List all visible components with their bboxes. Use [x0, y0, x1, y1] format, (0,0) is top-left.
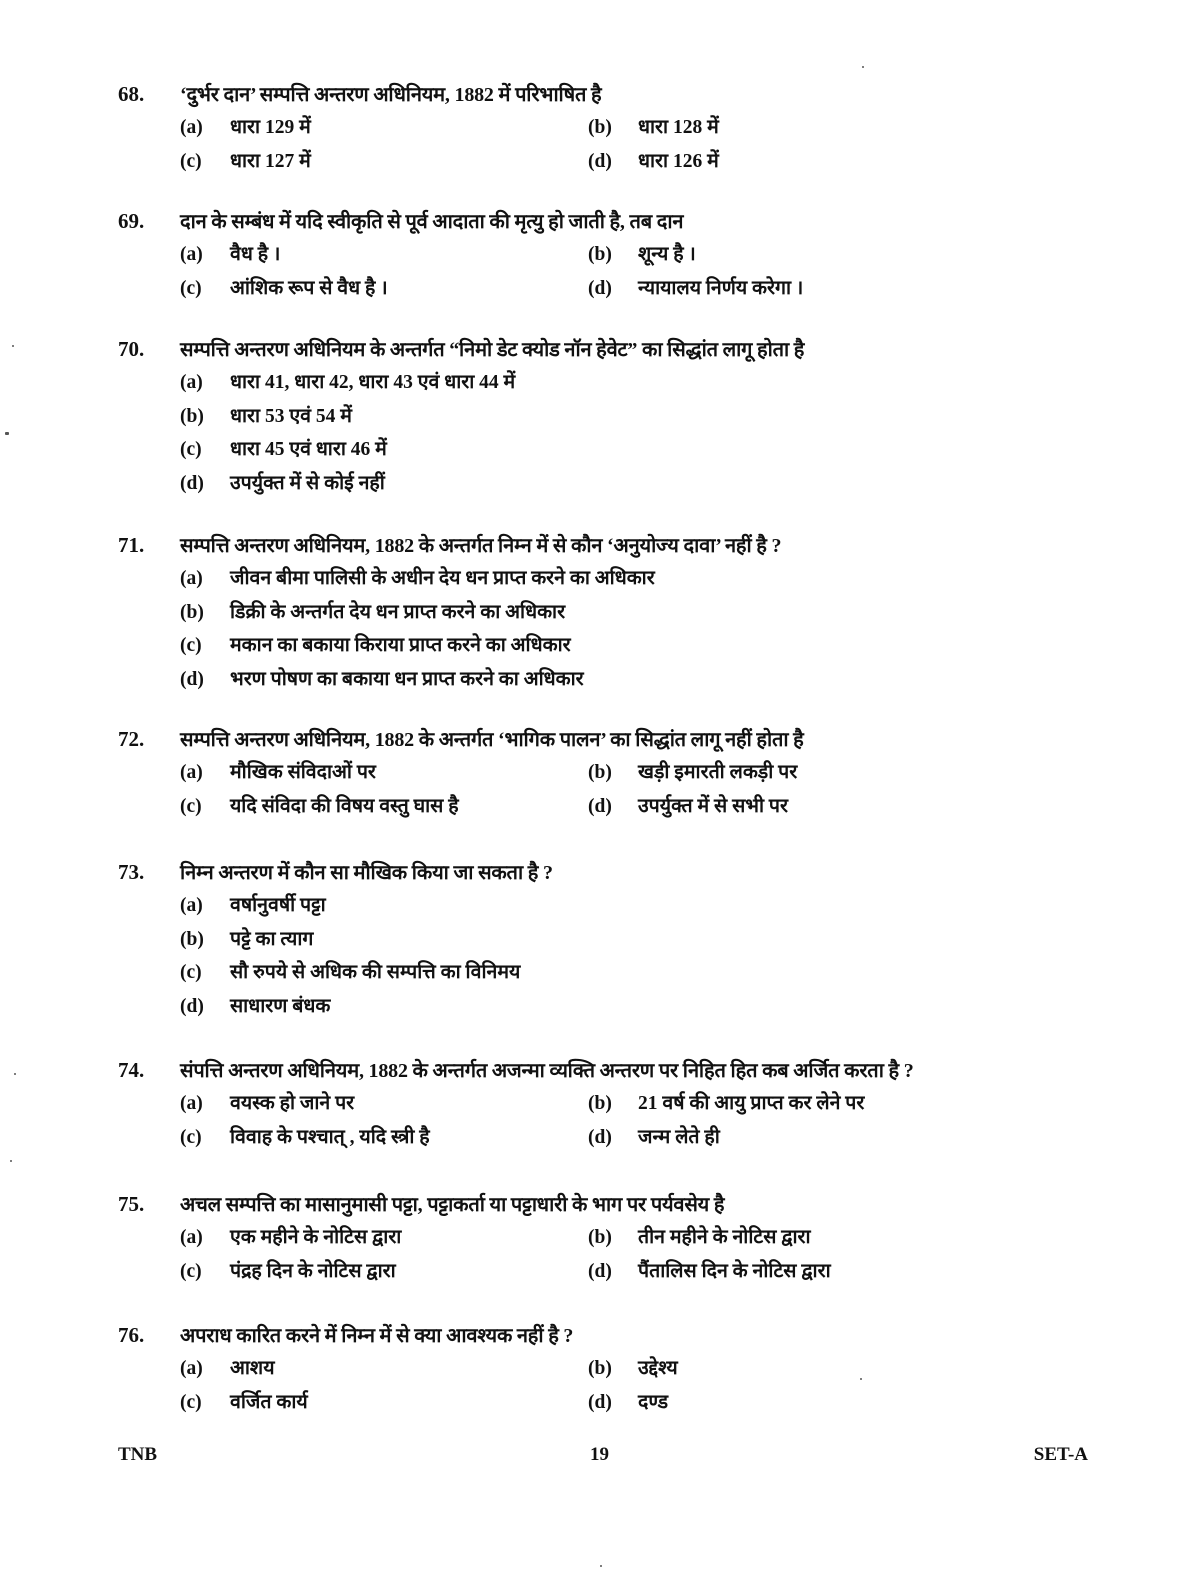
option-c: [180, 273, 588, 300]
option-label: (d): [588, 795, 612, 817]
option-text: शून्य है ।: [638, 244, 696, 265]
option-text: उद्देश्य: [638, 1358, 678, 1379]
option-d: [588, 1122, 996, 1149]
option-text: धारा 41, धारा 42, धारा 43 एवं धारा 44 में: [230, 372, 516, 393]
option-text: जन्म लेते ही: [638, 1126, 720, 1148]
option-text: उपर्युक्त में से सभी पर: [638, 795, 788, 817]
option-b: [588, 1222, 996, 1249]
option-d: [588, 791, 996, 818]
question-text: सम्पत्ति अन्तरण अधिनियम, 1882 के अन्तर्गत निम्न में से कौन ‘अनुयोज्य दावा’ नहीं है ?: [180, 535, 782, 557]
option-b: [588, 1088, 996, 1115]
option-b: [180, 924, 313, 951]
option-c: [180, 791, 588, 818]
option-text: धारा 127 में: [230, 150, 311, 172]
option-c: [180, 957, 520, 984]
option-text: वर्जित कार्य: [230, 1391, 308, 1413]
option-a: [180, 112, 588, 139]
option-label: (a): [180, 568, 203, 589]
option-label: (c): [180, 795, 202, 817]
option-d: [588, 273, 996, 300]
option-text: धारा 126 में: [638, 150, 719, 172]
option-label: (a): [180, 1358, 203, 1379]
option-a: [180, 367, 515, 394]
option-c: [180, 146, 588, 173]
option-a: [180, 1088, 588, 1115]
option-text: वयस्क हो जाने पर: [230, 1093, 355, 1114]
scan-speck: [12, 345, 14, 347]
option-d: [588, 1256, 996, 1283]
option-text: धारा 129 में: [230, 117, 311, 138]
option-c: [180, 630, 571, 657]
option-c: [180, 1387, 588, 1414]
page-footer: [118, 1444, 1088, 1474]
option-text: जीवन बीमा पालिसी के अधीन देय धन प्राप्त करने का अधिकार: [230, 568, 655, 589]
option-c: [180, 434, 387, 461]
option-text: न्यायालय निर्णय करेगा ।: [638, 277, 804, 299]
option-text: डिक्री के अन्तर्गत देय धन प्राप्त करने का अधिकार: [230, 601, 566, 623]
option-b: [588, 239, 996, 266]
option-label: (c): [180, 1126, 202, 1148]
option-label: (d): [180, 668, 204, 690]
option-text: तीन महीने के नोटिस द्वारा: [638, 1227, 811, 1248]
option-label: (c): [180, 277, 202, 299]
question-number: 72.: [118, 727, 145, 751]
scan-speck: [5, 432, 9, 435]
option-text: यदि संविदा की विषय वस्तु घास है: [230, 795, 459, 817]
option-c: [180, 1256, 588, 1283]
question-number: 71.: [118, 533, 145, 557]
option-a: [180, 1353, 588, 1380]
question-74: [118, 1056, 1078, 1155]
question-text: अचल सम्पत्ति का मासानुमासी पट्टा, पट्टाकर्ता या पट्टाधारी के भाग पर पर्यवसेय है: [180, 1194, 725, 1216]
option-d: [588, 1387, 996, 1414]
option-label: (a): [180, 762, 203, 783]
question-69: [118, 207, 1078, 306]
option-text: आशय: [230, 1358, 275, 1379]
option-label: (b): [588, 1093, 612, 1114]
option-text: वर्षानुवर्षी पट्टा: [230, 895, 326, 916]
option-b: [588, 757, 996, 784]
scan-speck: [14, 1073, 16, 1075]
question-text: ‘दुर्भर दान’ सम्पत्ति अन्तरण अधिनियम, 1882 में परिभाषित है: [180, 84, 602, 106]
option-a: [180, 1222, 588, 1249]
option-text: सौ रुपये से अधिक की सम्पत्ति का विनिमय: [230, 962, 521, 983]
question-text: सम्पत्ति अन्तरण अधिनियम, 1882 के अन्तर्गत ‘भागिक पालन’ का सिद्धांत लागू नहीं होता है: [180, 729, 804, 751]
option-text: भरण पोषण का बकाया धन प्राप्त करने का अधिकार: [230, 668, 584, 690]
option-label: (a): [180, 1227, 203, 1248]
option-a: [180, 563, 655, 590]
option-label: (b): [180, 601, 204, 623]
question-number: 75.: [118, 1192, 145, 1216]
scan-speck: [862, 66, 864, 68]
option-text: 21 वर्ष की आयु प्राप्त कर लेने पर: [638, 1093, 865, 1114]
option-d: [180, 664, 584, 691]
option-label: (b): [588, 762, 612, 783]
option-c: [180, 1122, 588, 1149]
question-text: दान के सम्बंध में यदि स्वीकृति से पूर्व आदाता की मृत्यु हो जाती है, तब दान: [180, 211, 684, 233]
option-text: मौखिक संविदाओं पर: [230, 762, 376, 783]
question-number: 70.: [118, 337, 145, 361]
option-label: (b): [588, 1227, 612, 1248]
option-label: (b): [588, 117, 612, 138]
option-text: धारा 128 में: [638, 117, 719, 138]
option-text: विवाह के पश्चात् , यदि स्त्री है: [230, 1126, 430, 1148]
option-label: (c): [180, 962, 202, 983]
option-label: (c): [180, 1391, 202, 1413]
scan-speck: [860, 1378, 862, 1380]
option-a: [180, 239, 588, 266]
question-75: [118, 1190, 1078, 1289]
option-label: (c): [180, 1260, 202, 1282]
scan-speck: [600, 1565, 602, 1567]
question-number: 68.: [118, 82, 145, 106]
option-text: धारा 53 एवं 54 में: [230, 405, 352, 427]
option-label: (d): [180, 472, 204, 494]
question-text: निम्न अन्तरण में कौन सा मौखिक किया जा सकता है ?: [180, 862, 553, 884]
option-text: मकान का बकाया किराया प्राप्त करने का अधिकार: [230, 635, 571, 656]
set-label: SET-A: [1033, 1444, 1088, 1465]
option-label: (a): [180, 244, 203, 265]
question-71: [118, 531, 1078, 697]
page-number: 19: [590, 1444, 609, 1465]
option-a: [180, 890, 326, 917]
question-text: अपराध कारित करने में निम्न में से क्या आवश्यक नहीं है ?: [180, 1325, 574, 1347]
option-label: (c): [180, 635, 202, 656]
option-label: (d): [588, 150, 612, 172]
question-72: [118, 725, 1078, 824]
option-text: दण्ड: [638, 1391, 669, 1413]
option-text: पंद्रह दिन के नोटिस द्वारा: [230, 1260, 396, 1282]
option-label: (c): [180, 439, 202, 460]
option-b: [180, 597, 565, 624]
option-label: (b): [180, 928, 204, 950]
option-label: (d): [588, 1391, 612, 1413]
question-number: 76.: [118, 1323, 145, 1347]
option-label: (b): [180, 405, 204, 427]
question-68: [118, 80, 1078, 179]
question-number: 73.: [118, 860, 145, 884]
option-text: धारा 45 एवं धारा 46 में: [230, 439, 387, 460]
question-73: [118, 858, 1078, 1024]
question-text: संपत्ति अन्तरण अधिनियम, 1882 के अन्तर्गत अजन्मा व्यक्ति अन्तरण पर निहित हित कब अर्जित करता है ?: [180, 1060, 914, 1082]
option-d: [588, 146, 996, 173]
question-text: सम्पत्ति अन्तरण अधिनियम के अन्तर्गत “निमो डेट क्योड नॉन हेवेट” का सिद्धांत लागू होता है: [180, 339, 805, 361]
option-a: [180, 757, 588, 784]
option-text: एक महीने के नोटिस द्वारा: [230, 1227, 402, 1248]
option-label: (d): [588, 277, 612, 299]
option-text: आंशिक रूप से वैध है ।: [230, 277, 388, 299]
option-label: (a): [180, 1093, 203, 1114]
option-label: (b): [588, 1358, 612, 1379]
option-d: [180, 991, 330, 1018]
option-label: (a): [180, 895, 203, 916]
question-number: 69.: [118, 209, 145, 233]
question-70: [118, 335, 1078, 501]
option-label: (c): [180, 150, 202, 172]
option-label: (d): [180, 995, 204, 1017]
option-label: (d): [588, 1126, 612, 1148]
option-text: पैंतालिस दिन के नोटिस द्वारा: [638, 1260, 831, 1282]
option-label: (a): [180, 117, 203, 138]
option-text: वैध है ।: [230, 244, 281, 265]
option-label: (b): [588, 244, 612, 265]
option-label: (a): [180, 372, 203, 393]
option-text: साधारण बंधक: [230, 995, 331, 1017]
option-text: उपर्युक्त में से कोई नहीं: [230, 472, 385, 494]
question-76: [118, 1321, 1078, 1420]
option-text: पट्टे का त्याग: [230, 928, 314, 950]
question-number: 74.: [118, 1058, 145, 1082]
option-label: (d): [588, 1260, 612, 1282]
scan-speck: [10, 1160, 12, 1162]
option-d: [180, 468, 385, 495]
option-text: खड़ी इमारती लकड़ी पर: [638, 762, 798, 783]
footer-code: TNB: [118, 1444, 158, 1465]
option-b: [180, 401, 352, 428]
option-b: [588, 112, 996, 139]
option-b: [588, 1353, 996, 1380]
